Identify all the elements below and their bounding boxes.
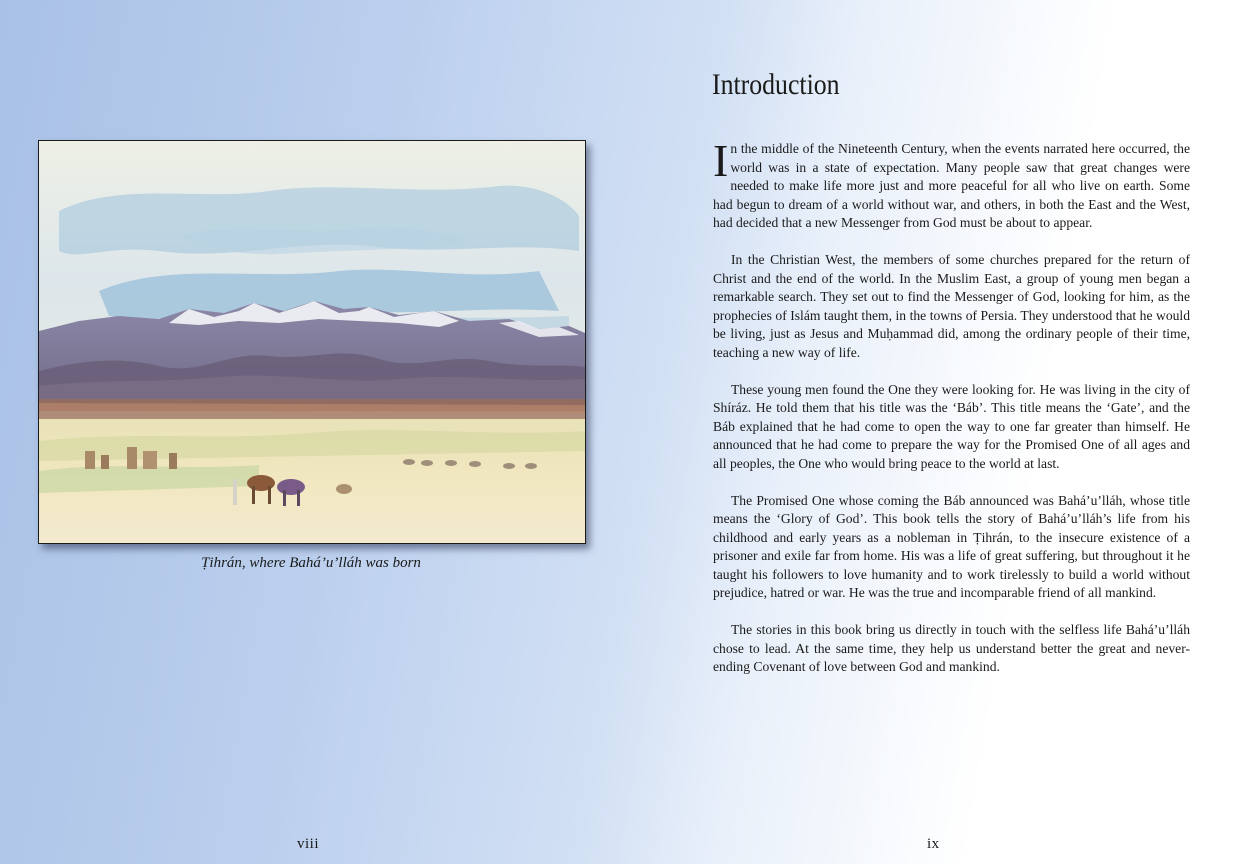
paragraph-4: The Promised One whose coming the Báb announced was Bahá’u’lláh, whose title means the ‘Glory of God’. This book tells the story of Bahá’u’lláh’s life from his childhood and early years as a nobleman in Ṭihrán, to the insecure existence of a prisoner and exile far from home. His was a life of great suffering, but throughout it he taught his followers to love humanity and to work tirelessly to build a world without prejudice, hatred or war. He was the true and incomparable friend of all mankind. [713,492,1190,600]
painting-caption: Ṭihrán, where Bahá’u’lláh was born [201,555,421,571]
paragraph-2: In the Christian West, the members of some churches prepared for the return of Christ and the end of the world. In the Muslim East, a group of young men began a remarkable search. They set out to find the Messenger of God, looking for him, as the prophecies of Islám taught them, in the towns of Persia. They understood that he would be living, just as Jesus and Muḥammad did, among the ordinary people of their time, teaching a new way of life. [713,252,1190,360]
paragraph-3: These young men found the One they were looking for. He was living in the city of Shíráz. He told them that his title was the ‘Báb’. This title means the ‘Gate’, and the Báb explained that he had come to open the way to one far greater than himself. He announced that he had come to prepare the way for the Promised One of all ages and all peoples, the One who would bring peace to the world at last. [713,381,1190,471]
page-number-right: ix [927,836,940,852]
paragraph-1-text: n the middle of the Nineteenth Century, when the events narrated here occurred, the world was in a state of expectation. Many people saw that great changes were needed to make life more just and more peaceful for all who live on earth. Some had begun to dream of a world without war, and others, in both the East and the West, had decided that a new Messenger from God must be about to appear. [713,141,1190,230]
watercolor-painting [38,140,586,544]
paragraph-5: The stories in this book bring us directly in touch with the selfless life Bahá’u’lláh chose to lead. At the same time, they help us understand better the great and never-ending Covenant of love between God and mankind. [713,622,1190,674]
page-number-left: viii [297,836,320,852]
drop-cap: I [713,135,729,186]
paragraph-1 [713,135,1190,233]
chapter-title: Introduction [712,68,840,101]
tihran-landscape-illustration [39,141,585,543]
introduction-body [713,135,1190,695]
